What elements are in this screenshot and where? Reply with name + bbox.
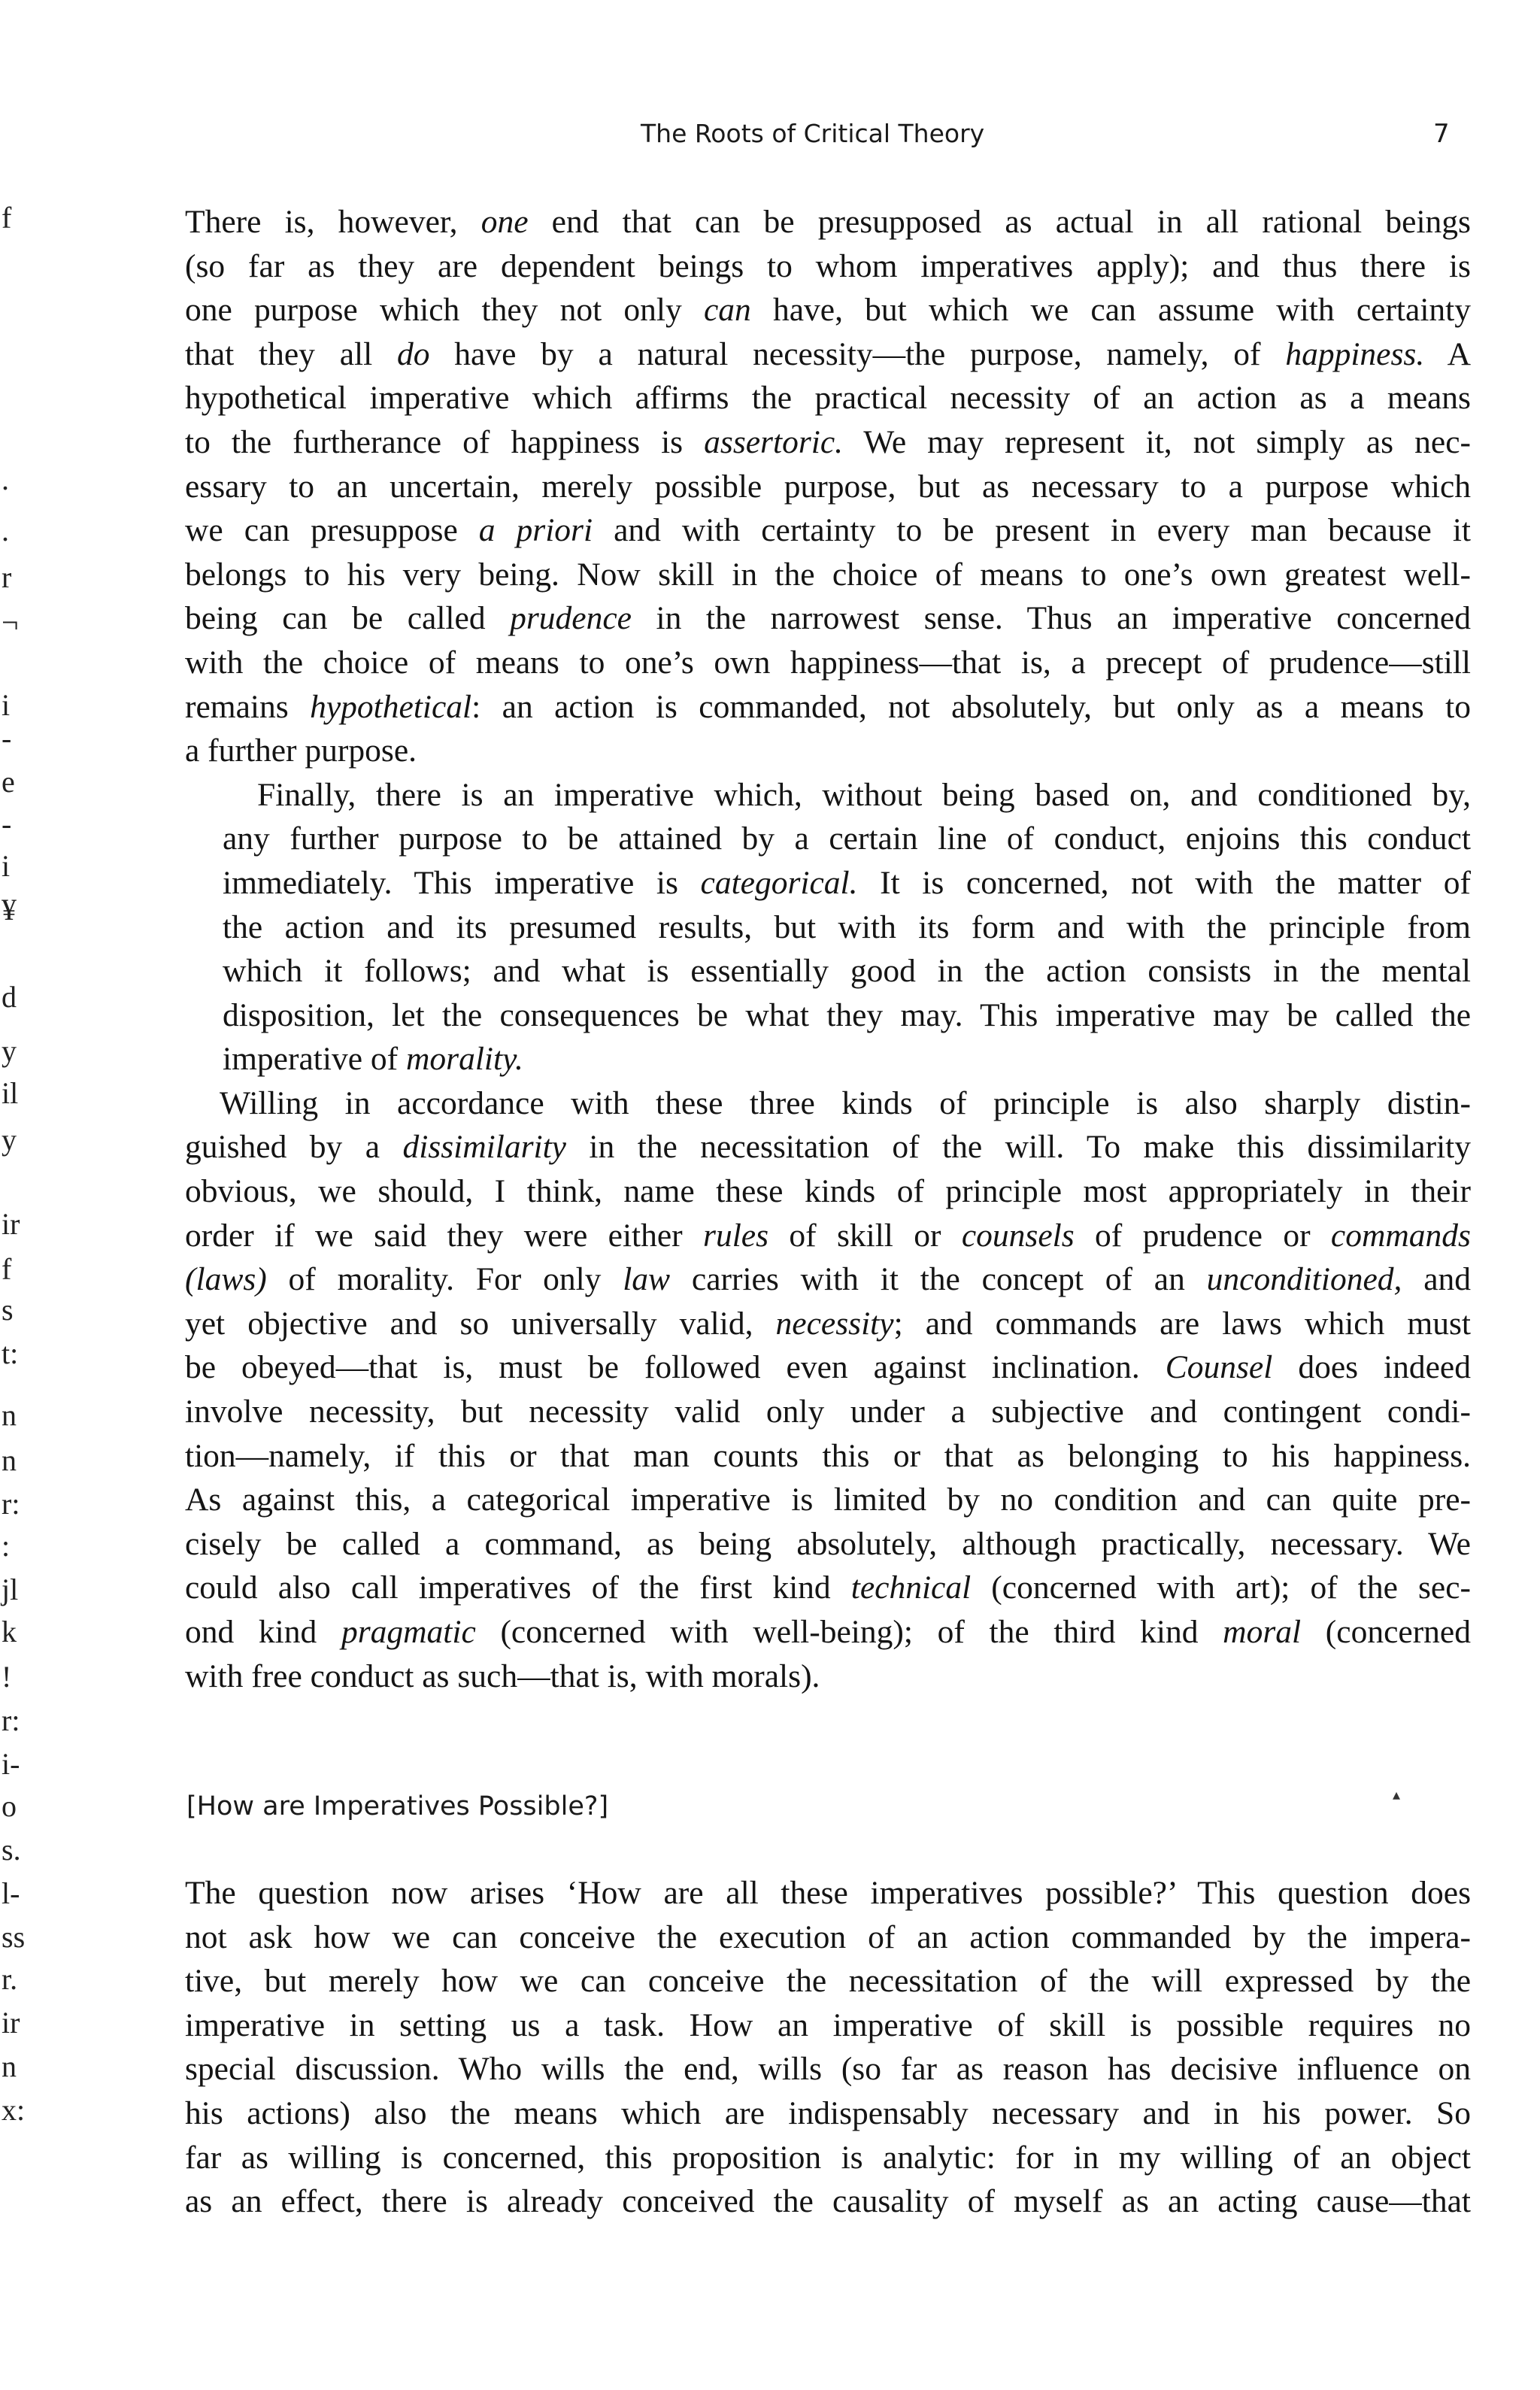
text-line: that they all do have by a natural necessity—the purpose, namely, of happiness. A	[185, 335, 1471, 372]
margin-fragment: o	[2, 1789, 17, 1823]
margin-fragment: -	[2, 721, 12, 755]
margin-fragment: !	[2, 1660, 12, 1694]
italic-span: pragmatic	[341, 1614, 476, 1650]
paragraph-1	[185, 200, 1471, 773]
paragraph-2	[185, 773, 1471, 1081]
text-line: any further purpose to be attained by a certain line of conduct, enjoins this conduct	[223, 820, 1471, 857]
running-header	[0, 117, 1540, 162]
margin-fragment: .	[2, 514, 9, 547]
margin-fragment: jl	[2, 1573, 19, 1606]
text-line: the action and its presumed results, but with its form and with the principle from	[223, 908, 1471, 945]
margin-fragment: s.	[2, 1833, 21, 1867]
italic-span: dissimilarity	[402, 1129, 566, 1166]
italic-span: unconditioned,	[1206, 1261, 1402, 1298]
italic-span: categorical.	[700, 864, 858, 901]
italic-span: morality.	[406, 1041, 523, 1078]
text-line: (so far as they are dependent beings to whom imperatives apply); and thus there is	[185, 247, 1471, 284]
text-line: special discussion. Who wills the end, wills (so far as reason has decisive influence on	[185, 2051, 1471, 2088]
text-line: ond kind pragmatic (concerned with well-being); of the third kind moral (concerned	[185, 1614, 1471, 1650]
text-line: not ask how we can conceive the execution of an action commanded by the impera-	[185, 1918, 1471, 1955]
text-line: Willing in accordance with these three kinds of principle is also sharply distin-	[220, 1084, 1471, 1121]
margin-fragment: s	[2, 1293, 14, 1327]
text-line: which it follows; and what is essentially good in the action consists in the mental	[223, 953, 1471, 990]
italic-span: technical	[850, 1570, 972, 1606]
facing-page-margin-fragments	[0, 203, 33, 2264]
text-line: with free conduct as such—that is, with morals).	[185, 1658, 820, 1694]
margin-fragment: r:	[2, 1703, 20, 1737]
text-line: yet objective and so universally valid, necessity; and commands are laws which must	[185, 1305, 1471, 1342]
margin-fragment: x:	[2, 2093, 26, 2127]
margin-fragment: y	[2, 1123, 17, 1157]
text-line: be obeyed—that is, must be followed even against inclination. Counsel does indeed	[185, 1349, 1471, 1386]
italic-span: a priori	[478, 512, 593, 549]
italic-span: Counsel	[1165, 1349, 1273, 1386]
text-line: as an effect, there is already conceived the causality of myself as an acting cause—that	[185, 2183, 1471, 2220]
margin-fragment: l-	[2, 1876, 20, 1910]
text-line: with the choice of means to one’s own happiness—that is, a precept of prudence—still	[185, 644, 1471, 681]
running-title: The Roots of Critical Theory	[641, 119, 985, 148]
margin-fragment: -	[2, 807, 12, 841]
text-line: tion—namely, if this or that man counts this or that as belonging to his happiness.	[185, 1437, 1471, 1474]
page-number: 7	[1433, 119, 1450, 149]
margin-fragment: i	[2, 849, 11, 883]
text-line: guished by a dissimilarity in the necessitation of the will. To make this dissimilarity	[185, 1129, 1471, 1166]
italic-span: (laws)	[185, 1261, 267, 1298]
text-line: immediately. This imperative is categorical. It is concerned, not with the matter of	[223, 864, 1471, 901]
text-line: disposition, let the consequences be what they may. This imperative may be called the	[223, 996, 1471, 1033]
text-line: cisely be called a command, as being absolutely, although practically, necessary. We	[185, 1525, 1471, 1562]
italic-span: counsels	[961, 1217, 1075, 1254]
margin-fragment: y	[2, 1034, 17, 1068]
italic-span: rules	[703, 1217, 769, 1254]
text-line: As against this, a categorical imperative is limited by no condition and can quite pre-	[185, 1482, 1471, 1518]
section-text-block	[185, 1871, 1471, 2224]
margin-fragment: r.	[2, 1962, 18, 1996]
margin-fragment: n	[2, 1443, 17, 1477]
margin-fragment: d	[2, 980, 17, 1014]
margin-fragment: n	[2, 2049, 17, 2083]
italic-span: hypothetical	[310, 688, 472, 725]
italic-span: commands	[1330, 1217, 1471, 1254]
italic-span: one	[480, 204, 529, 240]
italic-span: happiness.	[1285, 335, 1425, 372]
text-line: to the furtherance of happiness is assertoric. We may represent it, not simply as nec-	[185, 423, 1471, 460]
text-line: (laws) of morality. For only law carries with it the concept of an unconditioned, and	[185, 1261, 1472, 1298]
margin-fragment: i-	[2, 1747, 20, 1781]
text-line: remains hypothetical: an action is commanded, not absolutely, but only as a means to	[185, 688, 1471, 725]
text-line: There is, however, one end that can be presupposed as actual in all rational beings	[185, 204, 1471, 240]
paragraph-3	[185, 1081, 1471, 1698]
section-heading: [How are Imperatives Possible?]	[186, 1791, 609, 1821]
text-line: The question now arises ‘How are all these imperatives possible?’ This question does	[185, 1875, 1471, 1911]
italic-span: can	[703, 292, 751, 329]
paragraph-4	[185, 1871, 1471, 2224]
margin-fragment: .	[2, 463, 9, 496]
text-line: involve necessity, but necessity valid only under a subjective and contingent condi-	[185, 1394, 1471, 1430]
italic-span: necessity	[775, 1305, 894, 1342]
italic-span: do	[396, 335, 430, 372]
text-line: one purpose which they not only can have, but which we can assume with certainty	[185, 292, 1471, 329]
text-line: belongs to his very being. Now skill in the choice of means to one’s own greatest well-	[185, 556, 1471, 593]
margin-fragment: :	[2, 1529, 11, 1563]
text-line: far as willing is concerned, this proposition is analytic: for in my willing of an object	[185, 2139, 1471, 2176]
margin-fragment: ¥	[2, 893, 17, 927]
margin-fragment: i	[2, 688, 11, 722]
margin-fragment: n	[2, 1398, 17, 1432]
italic-span: moral	[1223, 1614, 1302, 1650]
text-line: hypothetical imperative which affirms the practical necessity of an action as a means	[185, 380, 1471, 417]
text-line: obvious, we should, I think, name these kinds of principle most appropriately in their	[185, 1173, 1471, 1210]
margin-fragment: t:	[2, 1336, 19, 1370]
margin-fragment: il	[2, 1076, 19, 1110]
margin-fragment: r:	[2, 1487, 20, 1521]
text-line: being can be called prudence in the narrowest sense. Thus an imperative concerned	[185, 600, 1471, 637]
margin-fragment: ir	[2, 2006, 20, 2040]
margin-fragment: ir	[2, 1207, 20, 1241]
stray-mark: ▴	[1393, 1785, 1401, 1803]
margin-fragment: ss	[2, 1920, 26, 1954]
text-line: a further purpose.	[185, 732, 417, 769]
text-line: essary to an uncertain, merely possible purpose, but as necessary to a purpose which	[185, 468, 1471, 505]
margin-fragment: ¬	[2, 605, 19, 639]
text-line: we can presuppose a priori and with certainty to be present in every man because it	[185, 512, 1472, 549]
italic-span: assertoric.	[704, 423, 844, 460]
text-line: imperative of morality.	[223, 1041, 523, 1078]
text-line: order if we said they were either rules of skill or counsels of prudence or commands	[185, 1217, 1471, 1254]
text-line: imperative in setting us a task. How an imperative of skill is possible requires no	[185, 2006, 1471, 2043]
text-line: Finally, there is an imperative which, without being based on, and conditioned by,	[257, 776, 1471, 813]
margin-fragment: r	[2, 560, 12, 594]
main-text-block	[185, 200, 1471, 1698]
margin-fragment: f	[2, 201, 12, 235]
text-line: his actions) also the means which are indispensably necessary and in his power. So	[185, 2094, 1471, 2131]
text-line: tive, but merely how we can conceive the necessitation of the will expressed by the	[185, 1963, 1471, 2000]
text-line: could also call imperatives of the first kind technical (concerned with art); of the sec-	[185, 1570, 1472, 1606]
italic-span: prudence	[510, 600, 632, 637]
italic-span: law	[623, 1261, 671, 1298]
margin-fragment: f	[2, 1252, 12, 1286]
margin-fragment: k	[2, 1615, 17, 1648]
margin-fragment: e	[2, 765, 15, 799]
